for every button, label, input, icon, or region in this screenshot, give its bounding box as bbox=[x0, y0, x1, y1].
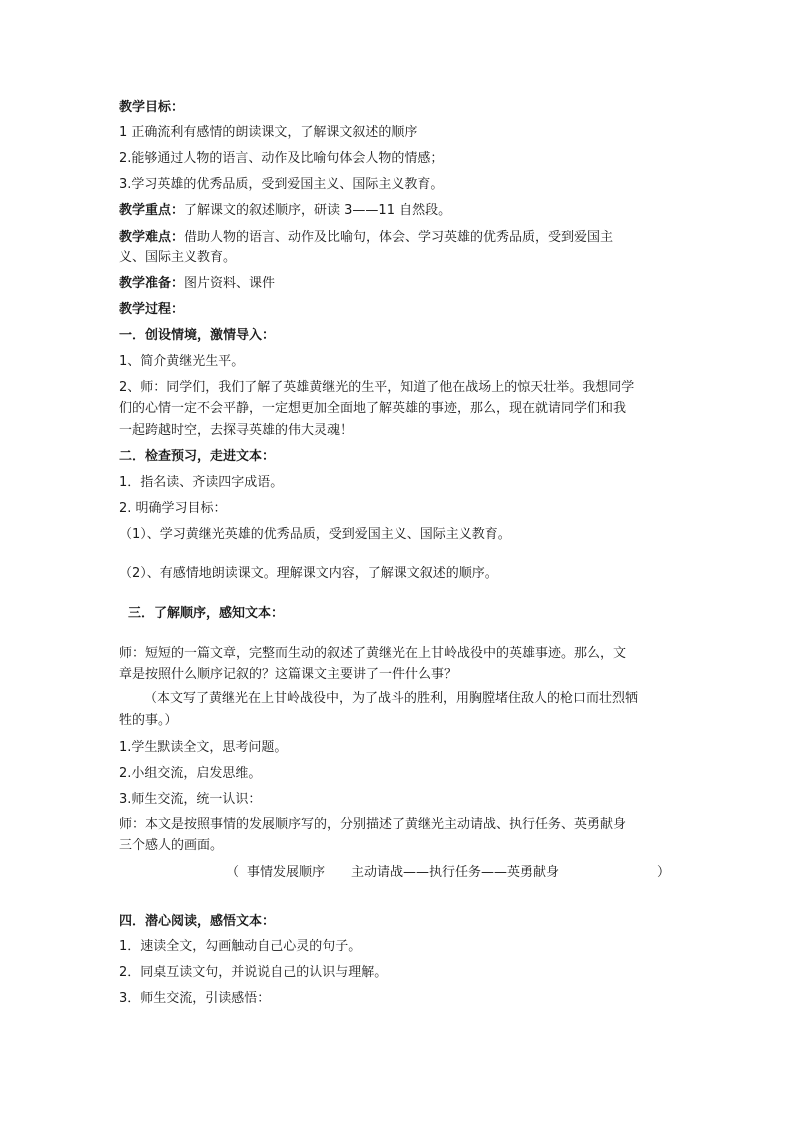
key-point-line bbox=[119, 200, 451, 222]
key-point-text: 了解课文的叙述顺序，研读 3——11 自然段。 bbox=[184, 203, 452, 218]
section2-item-2: 2. 明确学习目标： bbox=[119, 501, 227, 516]
preparation-text: 图片资料、课件 bbox=[184, 276, 276, 291]
board-order: 事情发展顺序 bbox=[247, 865, 326, 880]
section4-heading: 四．潜心阅读，感悟文本： bbox=[119, 914, 276, 929]
section1-item-2-end: 一起跨越时空，去探寻英雄的伟大灵魂！ bbox=[119, 423, 354, 438]
difficulty-text: 借助人物的语言、动作及比喻句，体会、学习英雄的优秀品质，受到爱国主 bbox=[184, 230, 614, 245]
section3-summary-1: 师：本文是按照事情的发展顺序写的，分别描述了黄继光主动请战、执行任务、英勇献身 bbox=[119, 817, 627, 832]
board-open-paren: （ bbox=[226, 865, 240, 880]
section1-heading: 一．创设情境，激情导入： bbox=[119, 328, 276, 343]
difficulty-text-cont: 义、国际主义教育。 bbox=[119, 250, 237, 265]
board-flow: 主动请战——执行任务——英勇献身 bbox=[351, 865, 560, 880]
section3-step-3: 3.师生交流，统一认识： bbox=[119, 792, 262, 807]
difficulty-line bbox=[119, 227, 613, 249]
goal-item-3: 3.学习英雄的优秀品质，受到爱国主义、国际主义教育。 bbox=[119, 177, 444, 192]
section2-item-1: 1．指名读、齐读四字成语。 bbox=[119, 475, 284, 490]
difficulty-label: 教学难点： bbox=[119, 230, 185, 245]
section3-step-2: 2.小组交流，启发思维。 bbox=[119, 766, 262, 781]
goals-heading: 教学目标： bbox=[119, 100, 185, 115]
section3-question-2: 章是按照什么顺序记叙的？这篇课文主要讲了一件什么事？ bbox=[119, 667, 458, 682]
section4-item-2: 2．同桌互读文句，并说说自己的认识与理解。 bbox=[119, 965, 388, 980]
section2-heading: 二．检查预习，走进文本： bbox=[119, 449, 276, 464]
preparation-label: 教学准备： bbox=[119, 276, 185, 291]
section1-item-1: 1、简介黄继光生平。 bbox=[119, 354, 245, 369]
section2-goal-2: （2）、有感情地朗读课文。理解课文内容，了解课文叙述的顺序。 bbox=[119, 566, 498, 581]
board-close-paren: ） bbox=[657, 865, 671, 880]
preparation-line bbox=[119, 273, 275, 295]
section3-summary-2: 三个感人的画面。 bbox=[119, 838, 224, 853]
section4-item-3: 3．师生交流，引读感悟： bbox=[119, 991, 271, 1006]
section1-item-2-cont: 们的心情一定不会平静，一定想更加全面地了解英雄的事迹，那么，现在就请同学们和我 bbox=[119, 401, 627, 416]
section3-step-1: 1.学生默读全文，思考问题。 bbox=[119, 740, 288, 755]
section3-answer-2: 牲的事。） bbox=[119, 713, 178, 728]
section3-answer-1: （本文写了黄继光在上甘岭战役中，为了战斗的胜利，用胸膛堵住敌人的枪口而壮烈牺 bbox=[144, 691, 639, 706]
goal-item-1: 1 正确流利有感情的朗读课文，了解课文叙述的顺序 bbox=[119, 125, 418, 140]
goal-item-2: 2.能够通过人物的语言、动作及比喻句体会人物的情感； bbox=[119, 151, 444, 166]
key-point-label: 教学重点： bbox=[119, 203, 185, 218]
section3-heading: 三．了解顺序，感知文本： bbox=[128, 606, 285, 621]
section1-item-2: 2、师：同学们，我们了解了英雄黄继光的生平，知道了他在战场上的惊天壮举。我想同学 bbox=[119, 380, 635, 395]
section2-goal-1: （1）、学习黄继光英雄的优秀品质，受到爱国主义、国际主义教育。 bbox=[119, 527, 511, 542]
process-heading: 教学过程： bbox=[119, 302, 185, 317]
section3-question-1: 师：短短的一篇文章，完整而生动的叙述了黄继光在上甘岭战役中的英雄事迹。那么，文 bbox=[119, 646, 627, 661]
section4-item-1: 1．速读全文，勾画触动自己心灵的句子。 bbox=[119, 939, 362, 954]
